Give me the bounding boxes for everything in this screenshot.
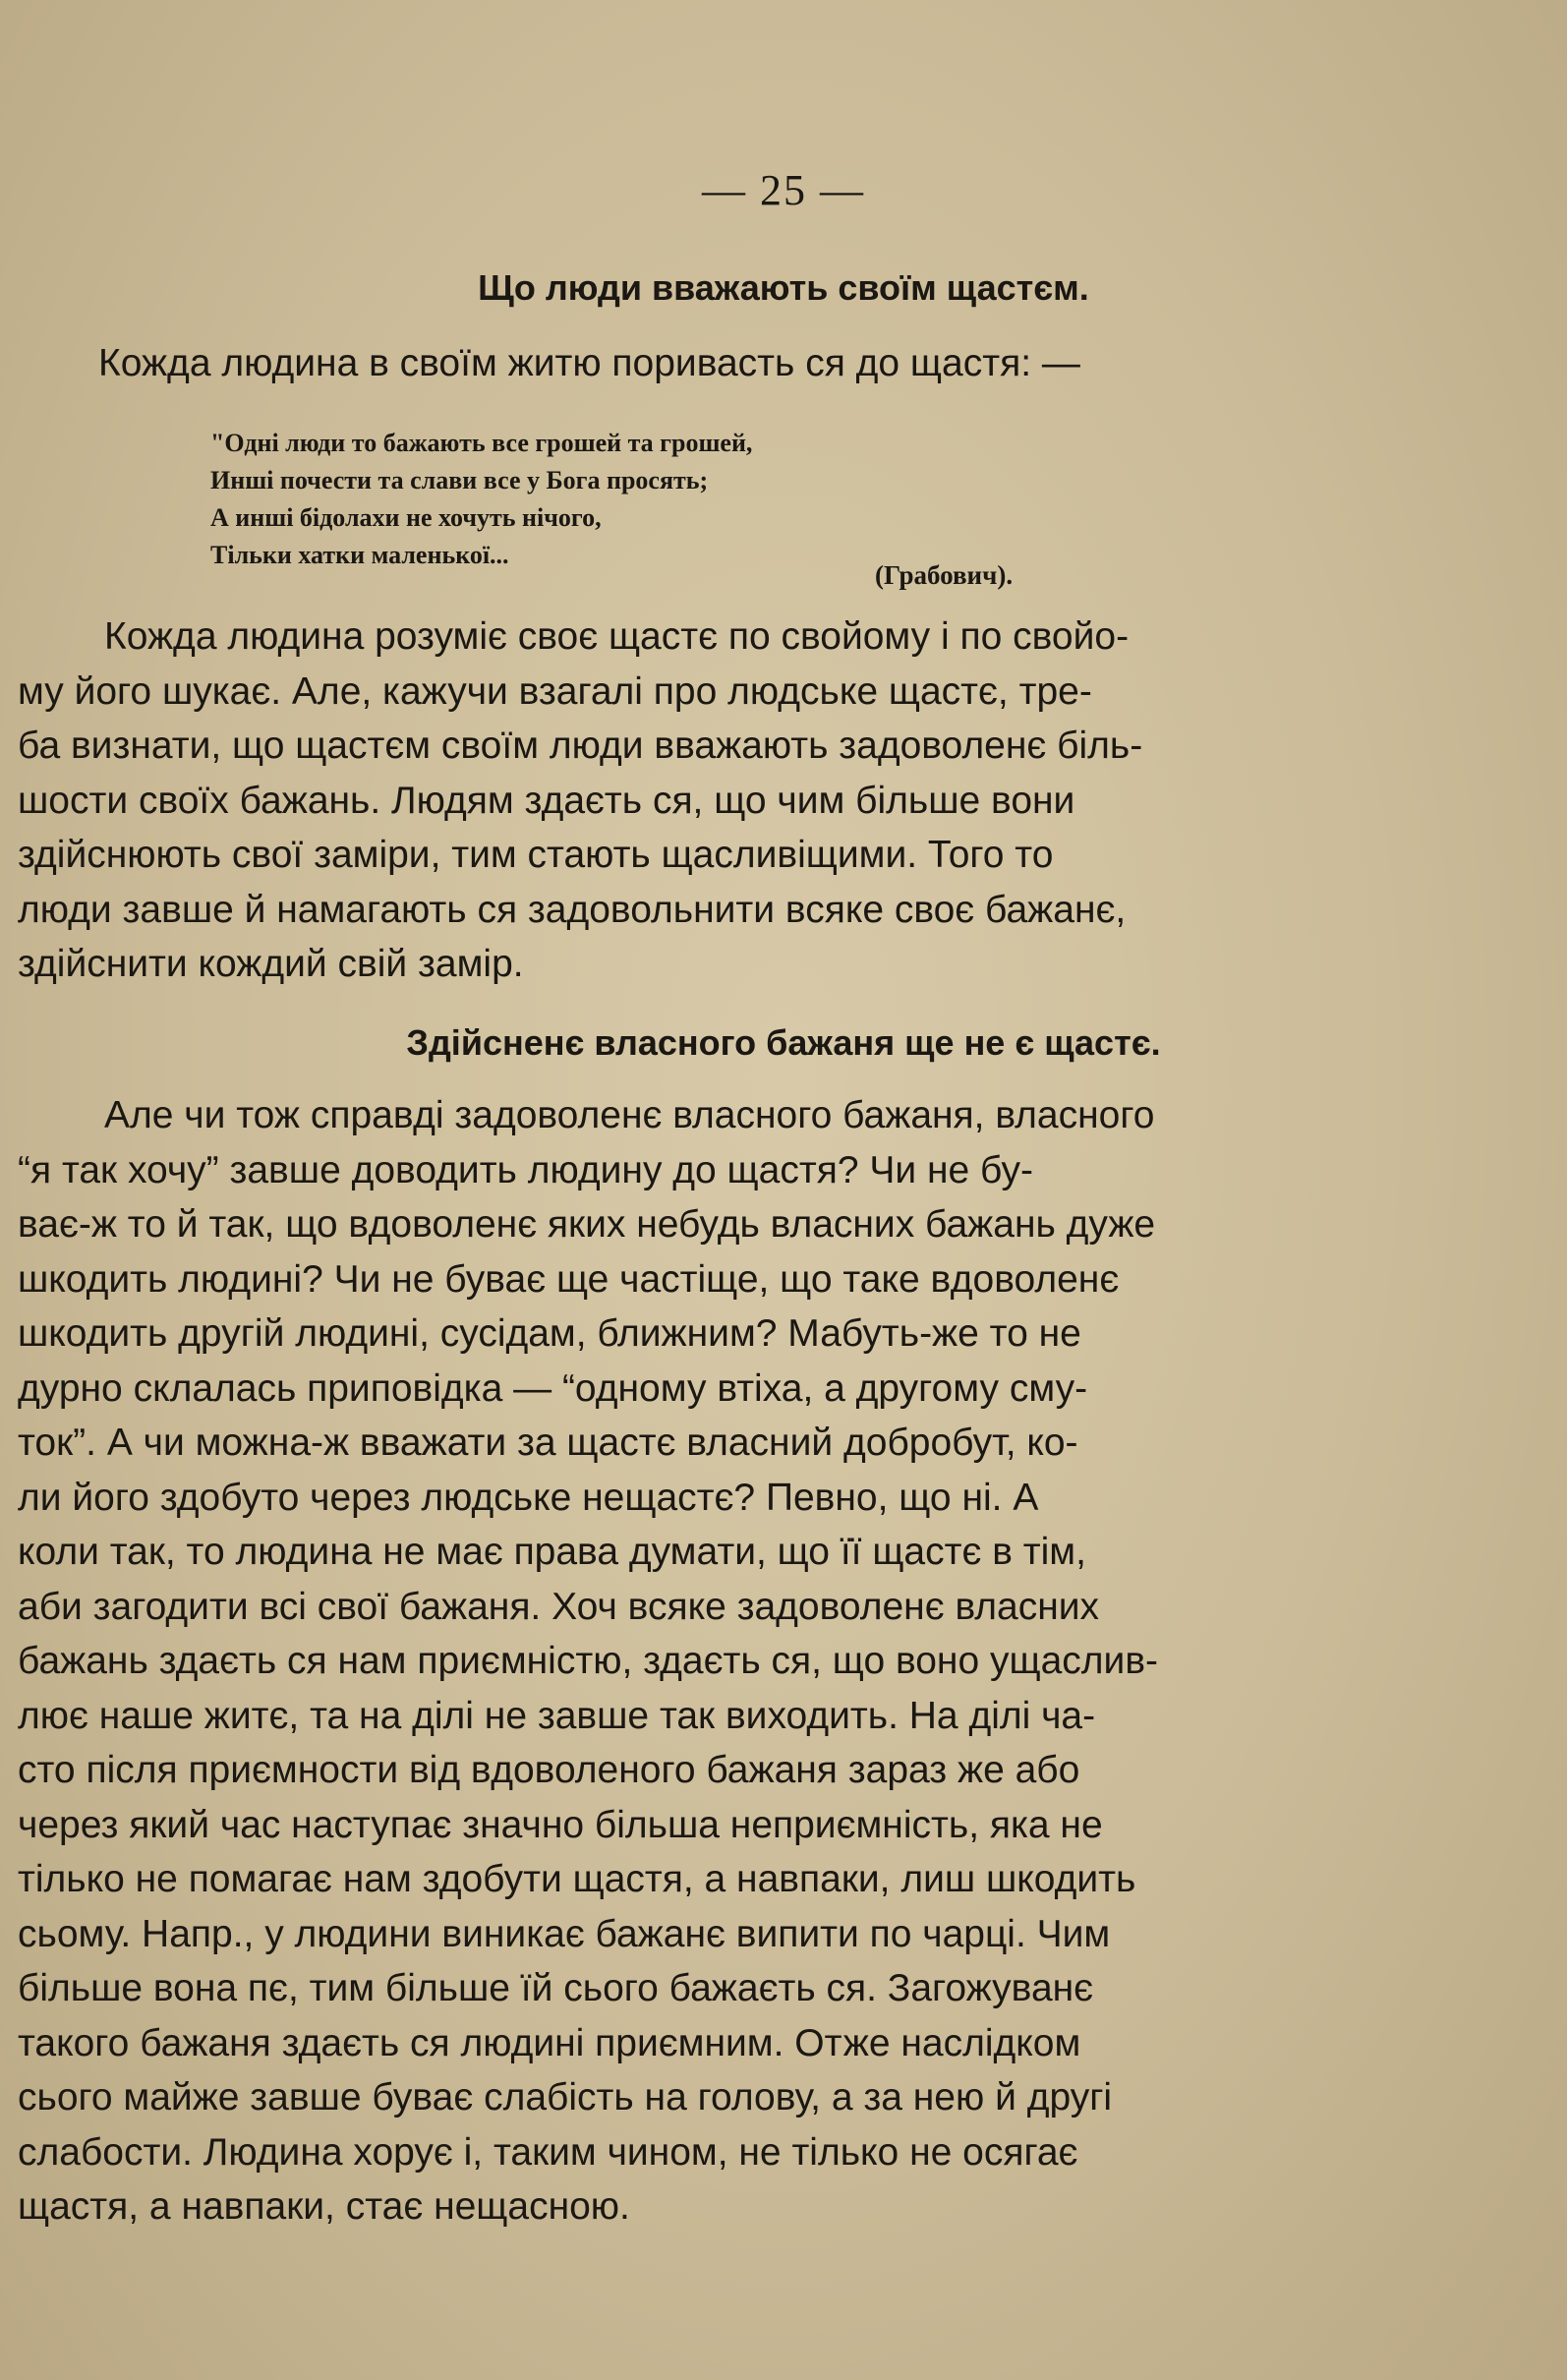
text-line: коли так, то людина не має права думати, що її щастє в тім, (18, 1531, 1086, 1573)
text-line: “я так хочу” завше доводить людину до щастя? Чи не бу- (18, 1148, 1033, 1191)
poem-line: Инші почести та слави все у Бога просять; (210, 466, 709, 494)
text-line: шкодить другій людині, сусідам, ближним? Мабуть-же то не (18, 1312, 1081, 1355)
text-line: здійснюють свої заміри, тим стають щасливіщими. Того то (18, 834, 1054, 876)
section-heading-wish-fulfillment: Здійсненє власного бажаня ще не є щастє. (406, 1022, 1161, 1063)
text-line: щастя, а навпаки, стає нещасною. (18, 2185, 630, 2228)
text-line: більше вона пє, тим більше їй сього бажаєть ся. Загожуванє (18, 1967, 1094, 2009)
text-line: ли його здобуто через людське нещастє? Певно, що ні. А (18, 1476, 1039, 1519)
text-line: слабости. Людина хорує і, таким чином, не тілько не осягає (18, 2130, 1078, 2174)
text-line: сто після приємности від вдоволеного бажаня зараз же або (18, 1749, 1080, 1791)
poem-line: А инші бідолахи не хочуть нічого, (210, 503, 602, 532)
paragraph-happiness-definition (18, 610, 1423, 992)
text-line: ває-ж то й так, що вдоволенє яких небудь власних бажань дуже (18, 1203, 1156, 1246)
text-line: через який час наступає значно більша неприємність, яка не (18, 1803, 1103, 1846)
text-line: ток”. А чи можна-ж вважати за щастє власний добробут, ко- (18, 1422, 1078, 1464)
text-line: ба визнати, що щастєм своїм люди вважають задоволенє біль- (18, 725, 1143, 767)
poem-author: (Грабович). (875, 560, 1014, 590)
text-line: сього майже завше буває слабість на голову, а за нею й другі (18, 2076, 1113, 2119)
poem-line: "Одні люди то бажають все грошей та грошей, (210, 429, 753, 457)
text-line: такого бажаня здаєть ся людині приємним. Отже наслідком (18, 2021, 1081, 2064)
text-line: му його шукає. Але, кажучи взагалі про людське щастє, тре- (18, 669, 1092, 713)
text-line: шкодить людині? Чи не буває ще частіще, що таке вдоволенє (18, 1257, 1120, 1301)
text-line: лює наше житє, та на ділі не завше так виходить. На ділі ча- (18, 1694, 1096, 1737)
intro-sentence: Кожда людина в своїм житю поривасть ся до щастя: — (98, 342, 1080, 384)
text-line: здійснити кождий свій замір. (18, 943, 524, 985)
text-line: аби загодити всі свої бажаня. Хоч всяке задоволенє власних (18, 1585, 1100, 1628)
paragraph-wish-fulfillment (18, 1088, 1423, 2235)
text-line: бажань здаєть ся нам приємністю, здаєть ся, що воно ущаслив- (18, 1640, 1159, 1682)
text-line: Кожда людина розуміє своє щастє по свойому і по свойо- (104, 615, 1130, 658)
text-line: дурно склалась приповідка — “одному втіха, а другому сму- (18, 1366, 1088, 1410)
poem-line: Тільки хатки маленької... (210, 541, 509, 569)
poem-quote (210, 425, 1056, 574)
text-line: тілько не помагає нам здобути щастя, а навпаки, лиш шкодить (18, 1858, 1136, 1900)
text-line: Але чи тож справді задоволенє власного бажаня, власного (104, 1094, 1155, 1136)
text-line: сьому. Напр., у людини виникає бажанє випити по чарці. Чим (18, 1912, 1111, 1955)
text-line: шости своїх бажань. Людям здаєть ся, що чим більше вони (18, 779, 1075, 822)
page-number: — 25 — (702, 166, 865, 214)
section-heading-happiness: Що люди вважають своїм щастєм. (478, 267, 1089, 308)
text-line: люди завше й намагають ся задовольнити всяке своє бажанє, (18, 888, 1127, 931)
